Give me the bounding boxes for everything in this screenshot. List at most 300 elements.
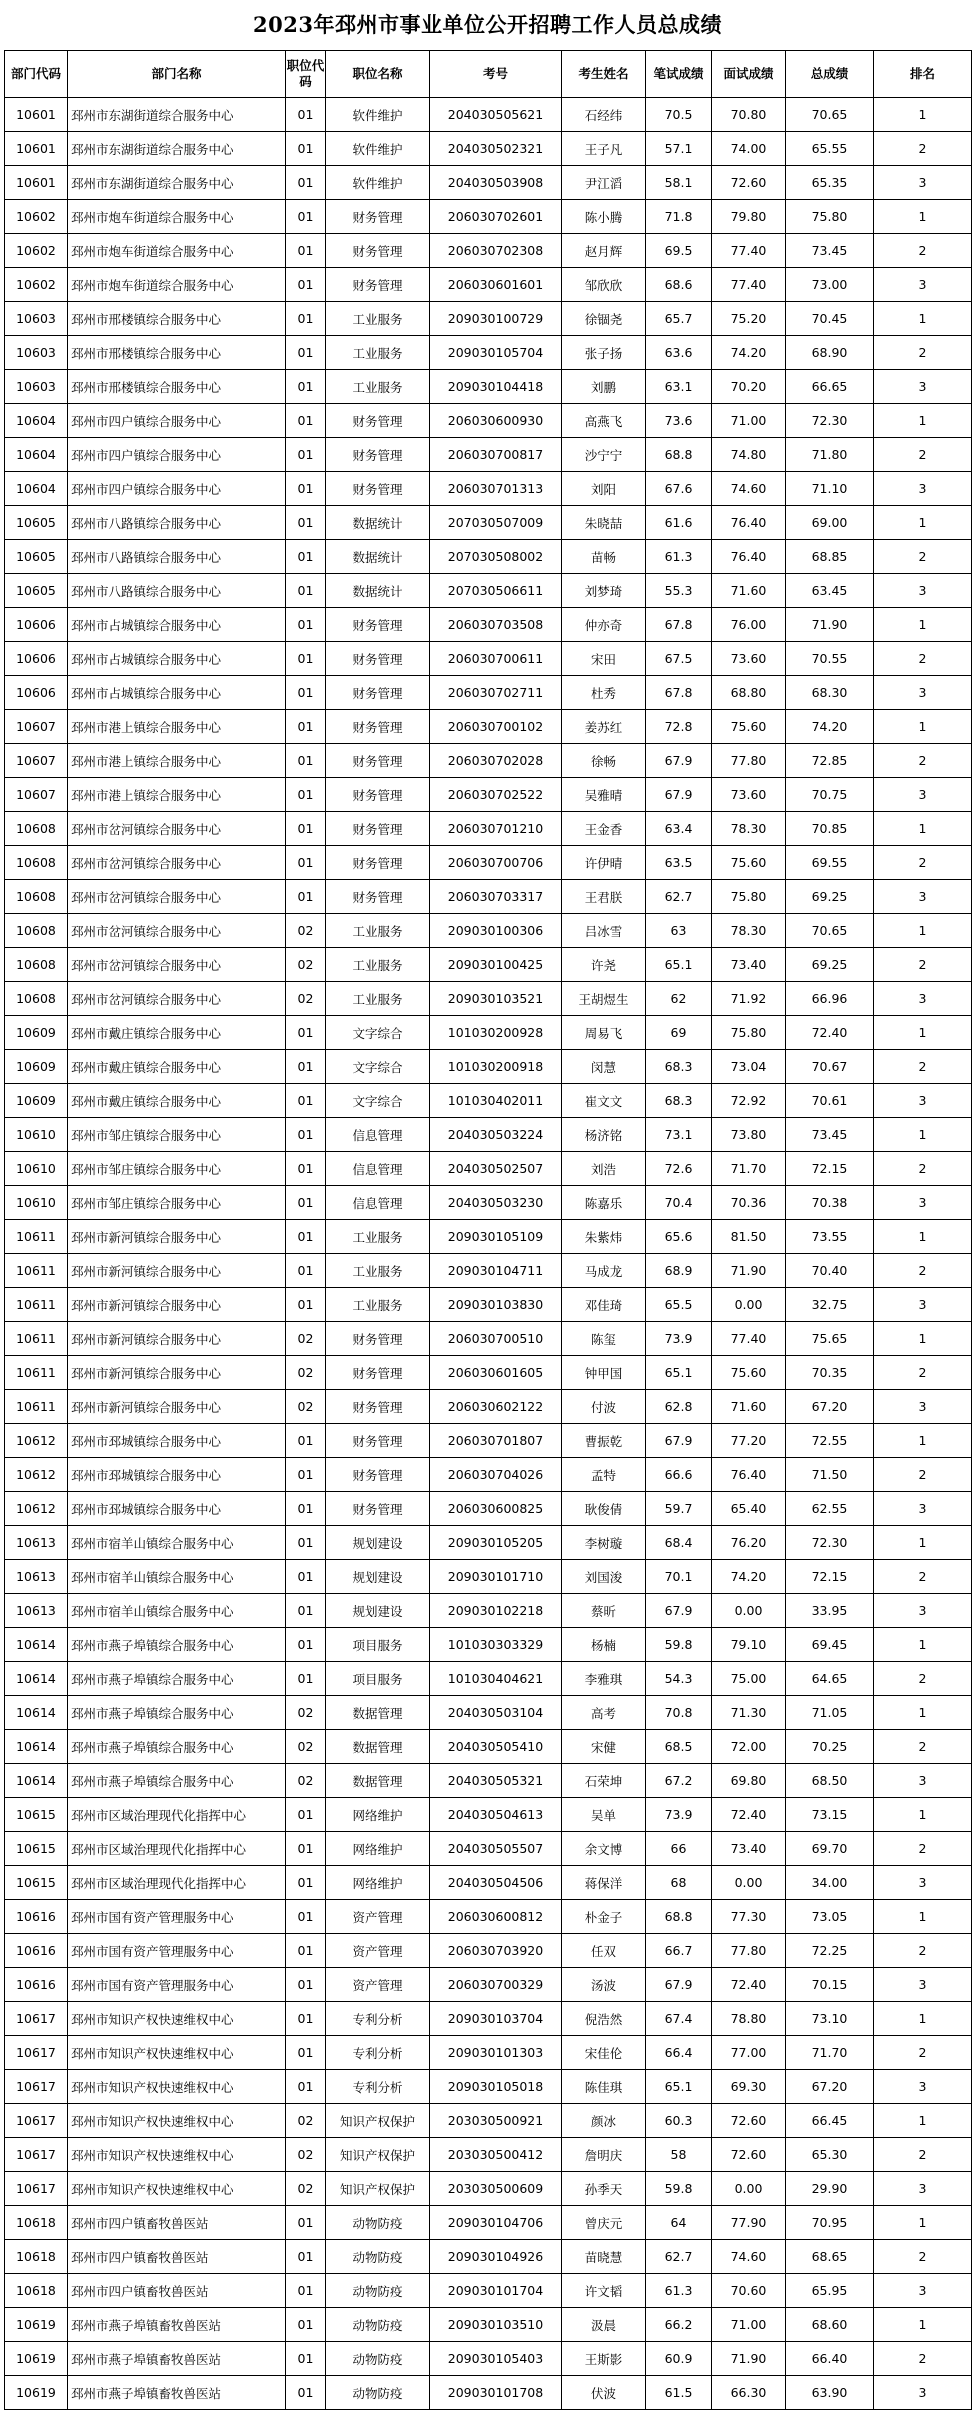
cell-position-code: 01 bbox=[286, 1458, 326, 1492]
cell-written-score: 63.1 bbox=[646, 370, 712, 404]
cell-position-code: 01 bbox=[286, 1832, 326, 1866]
cell-interview-score: 75.60 bbox=[712, 1356, 786, 1390]
cell-rank: 3 bbox=[874, 166, 972, 200]
cell-total-score: 73.15 bbox=[786, 1798, 874, 1832]
cell-dept-name: 邳州市知识产权快速维权中心 bbox=[68, 2036, 286, 2070]
cell-position-code: 02 bbox=[286, 982, 326, 1016]
cell-position-name: 工业服务 bbox=[326, 914, 430, 948]
cell-candidate-name: 尹江滔 bbox=[562, 166, 646, 200]
cell-exam-number: 209030102218 bbox=[430, 1594, 562, 1628]
cell-candidate-name: 苗畅 bbox=[562, 540, 646, 574]
cell-dept-code: 10617 bbox=[5, 2002, 68, 2036]
cell-dept-name: 邳州市四户镇畜牧兽医站 bbox=[68, 2274, 286, 2308]
cell-dept-code: 10615 bbox=[5, 1866, 68, 1900]
cell-position-code: 01 bbox=[286, 1118, 326, 1152]
cell-interview-score: 71.70 bbox=[712, 1152, 786, 1186]
cell-interview-score: 79.80 bbox=[712, 200, 786, 234]
cell-dept-code: 10601 bbox=[5, 132, 68, 166]
cell-dept-code: 10615 bbox=[5, 1832, 68, 1866]
cell-dept-name: 邳州市占城镇综合服务中心 bbox=[68, 642, 286, 676]
cell-written-score: 69 bbox=[646, 1016, 712, 1050]
cell-total-score: 70.95 bbox=[786, 2206, 874, 2240]
cell-exam-number: 209030104418 bbox=[430, 370, 562, 404]
cell-position-name: 动物防疫 bbox=[326, 2342, 430, 2376]
cell-exam-number: 209030101708 bbox=[430, 2376, 562, 2410]
table-row bbox=[5, 1866, 972, 1900]
cell-dept-code: 10606 bbox=[5, 642, 68, 676]
cell-rank: 3 bbox=[874, 778, 972, 812]
cell-dept-name: 邳州市港上镇综合服务中心 bbox=[68, 710, 286, 744]
cell-candidate-name: 徐锢尧 bbox=[562, 302, 646, 336]
cell-written-score: 67.2 bbox=[646, 1764, 712, 1798]
cell-position-code: 01 bbox=[286, 710, 326, 744]
table-row bbox=[5, 1390, 972, 1424]
cell-dept-name: 邳州市知识产权快速维权中心 bbox=[68, 2070, 286, 2104]
cell-rank: 2 bbox=[874, 1152, 972, 1186]
cell-total-score: 73.05 bbox=[786, 1900, 874, 1934]
cell-dept-name: 邳州市燕子埠镇综合服务中心 bbox=[68, 1662, 286, 1696]
cell-dept-name: 邳州市宿羊山镇综合服务中心 bbox=[68, 1594, 286, 1628]
cell-dept-name: 邳州市国有资产管理服务中心 bbox=[68, 1900, 286, 1934]
cell-exam-number: 204030502507 bbox=[430, 1152, 562, 1186]
cell-total-score: 71.50 bbox=[786, 1458, 874, 1492]
cell-dept-code: 10605 bbox=[5, 574, 68, 608]
cell-rank: 1 bbox=[874, 1322, 972, 1356]
cell-interview-score: 71.30 bbox=[712, 1696, 786, 1730]
cell-dept-code: 10616 bbox=[5, 1934, 68, 1968]
cell-written-score: 68.5 bbox=[646, 1730, 712, 1764]
cell-position-code: 01 bbox=[286, 1900, 326, 1934]
cell-position-name: 动物防疫 bbox=[326, 2308, 430, 2342]
cell-rank: 3 bbox=[874, 2376, 972, 2410]
cell-candidate-name: 刘阳 bbox=[562, 472, 646, 506]
cell-dept-code: 10603 bbox=[5, 370, 68, 404]
cell-exam-number: 209030105205 bbox=[430, 1526, 562, 1560]
cell-written-score: 71.8 bbox=[646, 200, 712, 234]
cell-total-score: 29.90 bbox=[786, 2172, 874, 2206]
cell-interview-score: 72.60 bbox=[712, 166, 786, 200]
cell-interview-score: 78.80 bbox=[712, 2002, 786, 2036]
table-row bbox=[5, 2172, 972, 2206]
cell-exam-number: 209030103521 bbox=[430, 982, 562, 1016]
cell-rank: 2 bbox=[874, 2036, 972, 2070]
table-row bbox=[5, 234, 972, 268]
cell-dept-name: 邳州市八路镇综合服务中心 bbox=[68, 506, 286, 540]
cell-written-score: 73.9 bbox=[646, 1322, 712, 1356]
cell-position-name: 专利分析 bbox=[326, 2036, 430, 2070]
cell-dept-name: 邳州市东湖街道综合服务中心 bbox=[68, 132, 286, 166]
cell-interview-score: 77.30 bbox=[712, 1900, 786, 1934]
cell-rank: 3 bbox=[874, 1968, 972, 2002]
cell-written-score: 67.9 bbox=[646, 1968, 712, 2002]
cell-candidate-name: 高考 bbox=[562, 1696, 646, 1730]
cell-rank: 2 bbox=[874, 540, 972, 574]
cell-total-score: 69.00 bbox=[786, 506, 874, 540]
results-table bbox=[4, 50, 972, 2410]
cell-position-code: 01 bbox=[286, 370, 326, 404]
cell-position-code: 01 bbox=[286, 1050, 326, 1084]
table-row bbox=[5, 744, 972, 778]
cell-dept-code: 10613 bbox=[5, 1594, 68, 1628]
cell-rank: 2 bbox=[874, 1458, 972, 1492]
cell-dept-name: 邳州市四户镇畜牧兽医站 bbox=[68, 2240, 286, 2274]
cell-total-score: 69.55 bbox=[786, 846, 874, 880]
cell-candidate-name: 倪浩然 bbox=[562, 2002, 646, 2036]
cell-candidate-name: 耿俊倩 bbox=[562, 1492, 646, 1526]
cell-position-name: 知识产权保护 bbox=[326, 2104, 430, 2138]
cell-written-score: 68.4 bbox=[646, 1526, 712, 1560]
cell-total-score: 74.20 bbox=[786, 710, 874, 744]
cell-dept-code: 10616 bbox=[5, 1968, 68, 2002]
cell-dept-code: 10604 bbox=[5, 438, 68, 472]
cell-dept-name: 邳州市区域治理现代化指挥中心 bbox=[68, 1866, 286, 1900]
cell-position-code: 02 bbox=[286, 1696, 326, 1730]
cell-total-score: 66.45 bbox=[786, 2104, 874, 2138]
cell-rank: 1 bbox=[874, 1220, 972, 1254]
cell-total-score: 71.80 bbox=[786, 438, 874, 472]
cell-exam-number: 204030503104 bbox=[430, 1696, 562, 1730]
cell-candidate-name: 宋健 bbox=[562, 1730, 646, 1764]
cell-candidate-name: 高燕飞 bbox=[562, 404, 646, 438]
cell-exam-number: 207030507009 bbox=[430, 506, 562, 540]
cell-interview-score: 75.80 bbox=[712, 880, 786, 914]
table-row bbox=[5, 914, 972, 948]
cell-rank: 1 bbox=[874, 2206, 972, 2240]
cell-total-score: 67.20 bbox=[786, 1390, 874, 1424]
cell-dept-code: 10608 bbox=[5, 914, 68, 948]
cell-position-name: 网络维护 bbox=[326, 1866, 430, 1900]
cell-exam-number: 204030505507 bbox=[430, 1832, 562, 1866]
cell-total-score: 66.96 bbox=[786, 982, 874, 1016]
cell-exam-number: 209030103830 bbox=[430, 1288, 562, 1322]
cell-rank: 1 bbox=[874, 1016, 972, 1050]
cell-written-score: 65.7 bbox=[646, 302, 712, 336]
cell-dept-code: 10614 bbox=[5, 1764, 68, 1798]
cell-dept-code: 10613 bbox=[5, 1526, 68, 1560]
cell-dept-name: 邳州市知识产权快速维权中心 bbox=[68, 2138, 286, 2172]
cell-written-score: 60.3 bbox=[646, 2104, 712, 2138]
cell-exam-number: 206030700611 bbox=[430, 642, 562, 676]
cell-position-name: 财务管理 bbox=[326, 744, 430, 778]
table-row bbox=[5, 1628, 972, 1662]
cell-interview-score: 75.20 bbox=[712, 302, 786, 336]
cell-position-name: 财务管理 bbox=[326, 1458, 430, 1492]
cell-dept-name: 邳州市东湖街道综合服务中心 bbox=[68, 166, 286, 200]
cell-dept-name: 邳州市占城镇综合服务中心 bbox=[68, 676, 286, 710]
cell-position-code: 01 bbox=[286, 2240, 326, 2274]
cell-candidate-name: 朱晓喆 bbox=[562, 506, 646, 540]
cell-exam-number: 206030704026 bbox=[430, 1458, 562, 1492]
cell-total-score: 72.15 bbox=[786, 1560, 874, 1594]
cell-written-score: 66 bbox=[646, 1832, 712, 1866]
cell-dept-name: 邳州市东湖街道综合服务中心 bbox=[68, 98, 286, 132]
cell-dept-name: 邳州市四户镇综合服务中心 bbox=[68, 404, 286, 438]
cell-position-code: 01 bbox=[286, 540, 326, 574]
cell-position-code: 01 bbox=[286, 1492, 326, 1526]
cell-written-score: 67.8 bbox=[646, 676, 712, 710]
cell-interview-score: 74.00 bbox=[712, 132, 786, 166]
cell-exam-number: 206030701807 bbox=[430, 1424, 562, 1458]
cell-interview-score: 69.80 bbox=[712, 1764, 786, 1798]
cell-total-score: 70.61 bbox=[786, 1084, 874, 1118]
table-row bbox=[5, 1594, 972, 1628]
cell-total-score: 75.65 bbox=[786, 1322, 874, 1356]
cell-total-score: 70.45 bbox=[786, 302, 874, 336]
cell-interview-score: 70.80 bbox=[712, 98, 786, 132]
cell-position-name: 工业服务 bbox=[326, 948, 430, 982]
cell-total-score: 70.75 bbox=[786, 778, 874, 812]
cell-total-score: 69.25 bbox=[786, 948, 874, 982]
cell-total-score: 71.70 bbox=[786, 2036, 874, 2070]
cell-total-score: 72.15 bbox=[786, 1152, 874, 1186]
cell-interview-score: 69.30 bbox=[712, 2070, 786, 2104]
table-row bbox=[5, 812, 972, 846]
cell-position-code: 01 bbox=[286, 336, 326, 370]
cell-position-code: 01 bbox=[286, 438, 326, 472]
cell-dept-code: 10614 bbox=[5, 1696, 68, 1730]
cell-rank: 1 bbox=[874, 200, 972, 234]
cell-dept-code: 10603 bbox=[5, 302, 68, 336]
cell-candidate-name: 崔文文 bbox=[562, 1084, 646, 1118]
cell-interview-score: 74.60 bbox=[712, 472, 786, 506]
column-header-dept-name: 部门名称 bbox=[68, 51, 286, 98]
cell-position-name: 文字综合 bbox=[326, 1050, 430, 1084]
cell-candidate-name: 曾庆元 bbox=[562, 2206, 646, 2240]
cell-interview-score: 72.40 bbox=[712, 1968, 786, 2002]
cell-total-score: 69.45 bbox=[786, 1628, 874, 1662]
cell-dept-code: 10612 bbox=[5, 1424, 68, 1458]
cell-dept-code: 10602 bbox=[5, 200, 68, 234]
cell-dept-name: 邳州市新河镇综合服务中心 bbox=[68, 1356, 286, 1390]
cell-written-score: 73.1 bbox=[646, 1118, 712, 1152]
cell-dept-code: 10612 bbox=[5, 1458, 68, 1492]
cell-dept-name: 邳州市邳城镇综合服务中心 bbox=[68, 1492, 286, 1526]
cell-rank: 1 bbox=[874, 1900, 972, 1934]
cell-rank: 1 bbox=[874, 2104, 972, 2138]
cell-dept-code: 10617 bbox=[5, 2104, 68, 2138]
cell-position-code: 01 bbox=[286, 234, 326, 268]
cell-total-score: 34.00 bbox=[786, 1866, 874, 1900]
cell-candidate-name: 杜秀 bbox=[562, 676, 646, 710]
table-row bbox=[5, 608, 972, 642]
cell-exam-number: 204030504506 bbox=[430, 1866, 562, 1900]
cell-position-code: 02 bbox=[286, 2104, 326, 2138]
cell-total-score: 73.10 bbox=[786, 2002, 874, 2036]
column-header-written-score: 笔试成绩 bbox=[646, 51, 712, 98]
cell-position-name: 财务管理 bbox=[326, 676, 430, 710]
cell-total-score: 70.38 bbox=[786, 1186, 874, 1220]
table-row bbox=[5, 880, 972, 914]
cell-exam-number: 206030600825 bbox=[430, 1492, 562, 1526]
cell-interview-score: 77.80 bbox=[712, 744, 786, 778]
cell-position-name: 软件维护 bbox=[326, 132, 430, 166]
cell-interview-score: 81.50 bbox=[712, 1220, 786, 1254]
cell-candidate-name: 吴雅晴 bbox=[562, 778, 646, 812]
cell-candidate-name: 王胡煜生 bbox=[562, 982, 646, 1016]
cell-exam-number: 203030500412 bbox=[430, 2138, 562, 2172]
cell-candidate-name: 邹欣欣 bbox=[562, 268, 646, 302]
column-header-dept-code: 部门代码 bbox=[5, 51, 68, 98]
cell-written-score: 68.3 bbox=[646, 1084, 712, 1118]
cell-dept-code: 10607 bbox=[5, 778, 68, 812]
cell-exam-number: 209030104706 bbox=[430, 2206, 562, 2240]
cell-candidate-name: 石荣坤 bbox=[562, 1764, 646, 1798]
table-body bbox=[5, 98, 972, 2410]
cell-position-name: 财务管理 bbox=[326, 1424, 430, 1458]
cell-written-score: 68.8 bbox=[646, 438, 712, 472]
table-row bbox=[5, 132, 972, 166]
cell-position-code: 01 bbox=[286, 1594, 326, 1628]
cell-exam-number: 206030702601 bbox=[430, 200, 562, 234]
cell-dept-code: 10619 bbox=[5, 2376, 68, 2410]
cell-position-name: 软件维护 bbox=[326, 98, 430, 132]
cell-candidate-name: 闵慧 bbox=[562, 1050, 646, 1084]
cell-position-name: 软件维护 bbox=[326, 166, 430, 200]
cell-rank: 2 bbox=[874, 336, 972, 370]
cell-candidate-name: 詹明庆 bbox=[562, 2138, 646, 2172]
cell-rank: 2 bbox=[874, 1254, 972, 1288]
cell-exam-number: 206030602122 bbox=[430, 1390, 562, 1424]
cell-total-score: 68.30 bbox=[786, 676, 874, 710]
cell-written-score: 70.8 bbox=[646, 1696, 712, 1730]
cell-candidate-name: 刘国浚 bbox=[562, 1560, 646, 1594]
cell-exam-number: 209030105704 bbox=[430, 336, 562, 370]
cell-rank: 3 bbox=[874, 1764, 972, 1798]
cell-dept-code: 10605 bbox=[5, 506, 68, 540]
cell-dept-name: 邳州市燕子埠镇综合服务中心 bbox=[68, 1696, 286, 1730]
cell-written-score: 54.3 bbox=[646, 1662, 712, 1696]
cell-exam-number: 204030503908 bbox=[430, 166, 562, 200]
cell-rank: 2 bbox=[874, 2138, 972, 2172]
cell-position-code: 01 bbox=[286, 1254, 326, 1288]
cell-exam-number: 206030700706 bbox=[430, 846, 562, 880]
cell-dept-code: 10618 bbox=[5, 2274, 68, 2308]
cell-interview-score: 0.00 bbox=[712, 1594, 786, 1628]
table-row bbox=[5, 2240, 972, 2274]
cell-dept-name: 邳州市四户镇综合服务中心 bbox=[68, 438, 286, 472]
cell-rank: 2 bbox=[874, 1356, 972, 1390]
cell-interview-score: 70.60 bbox=[712, 2274, 786, 2308]
cell-position-name: 财务管理 bbox=[326, 846, 430, 880]
cell-total-score: 70.65 bbox=[786, 914, 874, 948]
cell-position-code: 02 bbox=[286, 1390, 326, 1424]
table-row bbox=[5, 2138, 972, 2172]
cell-interview-score: 71.92 bbox=[712, 982, 786, 1016]
cell-total-score: 73.45 bbox=[786, 234, 874, 268]
cell-exam-number: 203030500609 bbox=[430, 2172, 562, 2206]
cell-rank: 2 bbox=[874, 132, 972, 166]
cell-position-name: 文字综合 bbox=[326, 1084, 430, 1118]
cell-candidate-name: 孟特 bbox=[562, 1458, 646, 1492]
cell-dept-name: 邳州市燕子埠镇综合服务中心 bbox=[68, 1628, 286, 1662]
cell-dept-code: 10618 bbox=[5, 2206, 68, 2240]
cell-exam-number: 206030703920 bbox=[430, 1934, 562, 1968]
cell-position-code: 01 bbox=[286, 1084, 326, 1118]
cell-candidate-name: 王子凡 bbox=[562, 132, 646, 166]
cell-total-score: 65.95 bbox=[786, 2274, 874, 2308]
cell-dept-code: 10608 bbox=[5, 948, 68, 982]
table-row bbox=[5, 2036, 972, 2070]
cell-written-score: 63.4 bbox=[646, 812, 712, 846]
cell-written-score: 61.3 bbox=[646, 2274, 712, 2308]
cell-total-score: 72.25 bbox=[786, 1934, 874, 1968]
cell-total-score: 70.25 bbox=[786, 1730, 874, 1764]
cell-rank: 2 bbox=[874, 1730, 972, 1764]
cell-position-code: 01 bbox=[286, 608, 326, 642]
table-row bbox=[5, 1526, 972, 1560]
table-row bbox=[5, 472, 972, 506]
cell-dept-name: 邳州市宿羊山镇综合服务中心 bbox=[68, 1560, 286, 1594]
cell-position-name: 财务管理 bbox=[326, 880, 430, 914]
cell-total-score: 73.00 bbox=[786, 268, 874, 302]
cell-position-code: 01 bbox=[286, 1424, 326, 1458]
cell-dept-name: 邳州市燕子埠镇综合服务中心 bbox=[68, 1764, 286, 1798]
cell-exam-number: 209030103704 bbox=[430, 2002, 562, 2036]
cell-exam-number: 209030103510 bbox=[430, 2308, 562, 2342]
cell-rank: 2 bbox=[874, 438, 972, 472]
cell-total-score: 68.50 bbox=[786, 1764, 874, 1798]
cell-candidate-name: 张子扬 bbox=[562, 336, 646, 370]
cell-interview-score: 72.00 bbox=[712, 1730, 786, 1764]
cell-rank: 1 bbox=[874, 812, 972, 846]
cell-total-score: 68.60 bbox=[786, 2308, 874, 2342]
cell-dept-code: 10609 bbox=[5, 1084, 68, 1118]
table-row bbox=[5, 438, 972, 472]
cell-position-name: 财务管理 bbox=[326, 1322, 430, 1356]
cell-written-score: 61.3 bbox=[646, 540, 712, 574]
page-title: 2023年邳州市事业单位公开招聘工作人员总成绩 bbox=[253, 12, 722, 37]
cell-dept-code: 10605 bbox=[5, 540, 68, 574]
cell-interview-score: 71.90 bbox=[712, 2342, 786, 2376]
cell-dept-code: 10608 bbox=[5, 846, 68, 880]
column-header-position-name: 职位名称 bbox=[326, 51, 430, 98]
cell-dept-code: 10611 bbox=[5, 1322, 68, 1356]
cell-rank: 2 bbox=[874, 2342, 972, 2376]
cell-rank: 2 bbox=[874, 846, 972, 880]
cell-total-score: 32.75 bbox=[786, 1288, 874, 1322]
cell-interview-score: 79.10 bbox=[712, 1628, 786, 1662]
cell-position-code: 02 bbox=[286, 948, 326, 982]
cell-candidate-name: 刘梦琦 bbox=[562, 574, 646, 608]
cell-position-name: 工业服务 bbox=[326, 1220, 430, 1254]
cell-position-name: 工业服务 bbox=[326, 336, 430, 370]
cell-dept-code: 10608 bbox=[5, 880, 68, 914]
cell-dept-code: 10606 bbox=[5, 676, 68, 710]
table-row bbox=[5, 506, 972, 540]
cell-exam-number: 207030508002 bbox=[430, 540, 562, 574]
cell-exam-number: 209030101710 bbox=[430, 1560, 562, 1594]
cell-exam-number: 206030701313 bbox=[430, 472, 562, 506]
cell-candidate-name: 杨济铭 bbox=[562, 1118, 646, 1152]
cell-position-code: 01 bbox=[286, 200, 326, 234]
cell-dept-name: 邳州市邹庄镇综合服务中心 bbox=[68, 1152, 286, 1186]
cell-position-code: 01 bbox=[286, 472, 326, 506]
table-row bbox=[5, 2342, 972, 2376]
cell-total-score: 70.85 bbox=[786, 812, 874, 846]
cell-dept-name: 邳州市燕子埠镇畜牧兽医站 bbox=[68, 2308, 286, 2342]
cell-position-code: 01 bbox=[286, 132, 326, 166]
cell-dept-code: 10607 bbox=[5, 744, 68, 778]
cell-total-score: 67.20 bbox=[786, 2070, 874, 2104]
cell-total-score: 65.35 bbox=[786, 166, 874, 200]
cell-interview-score: 0.00 bbox=[712, 2172, 786, 2206]
cell-exam-number: 209030100306 bbox=[430, 914, 562, 948]
cell-total-score: 63.45 bbox=[786, 574, 874, 608]
cell-candidate-name: 赵月辉 bbox=[562, 234, 646, 268]
column-header-rank: 排名 bbox=[874, 51, 972, 98]
cell-dept-name: 邳州市燕子埠镇畜牧兽医站 bbox=[68, 2376, 286, 2410]
cell-written-score: 73.6 bbox=[646, 404, 712, 438]
